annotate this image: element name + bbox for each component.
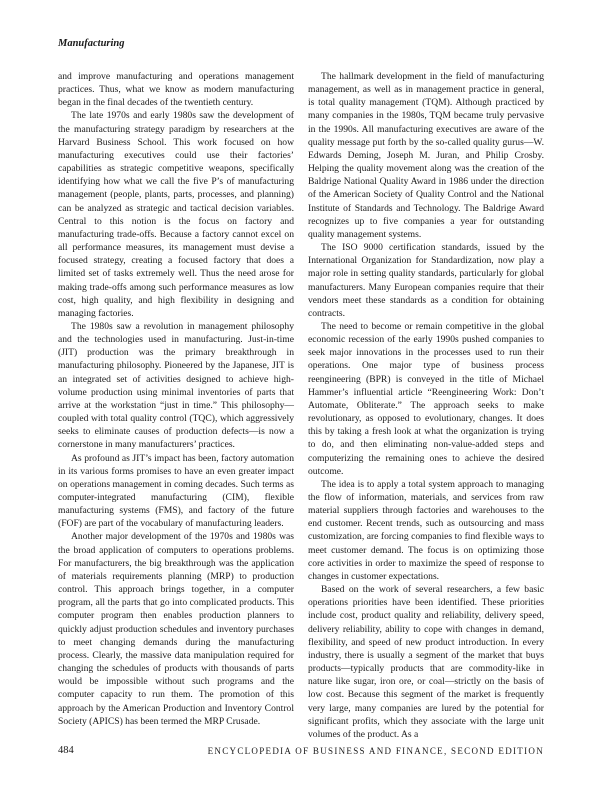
paragraph: The 1980s saw a revolution in management philosophy and the technologies used in manufacturing. Just-in-time (JIT) production was the primary breakthrough in manufacturing philosophy. Pioneered by the Japanese, JIT is an integrated set of activities designed to achieve high-volume production using minimal inventories of parts that arrive at the workstation “just in time.” This philosophy—coupled with total quality control (TQC), which aggressively seeks to eliminate causes of production defects—is now a cornerstone in many manufacturers’ practices. xyxy=(58,320,294,451)
paragraph: As profound as JIT’s impact has been, factory automation in its various forms promises to have an even greater impact on operations management in coming decades. Such terms as computer-integrated manufacturing (CIM), flexible manufacturing systems (FMS), and factory of the future (FOF) are part of the vocabulary of manufacturing leaders. xyxy=(58,452,294,530)
paragraph: The idea is to apply a total system approach to managing the flow of information, materials, and services from raw material suppliers through factories and warehouses to the end customer. Recent trends, such as outsourcing and mass customization, are forcing companies to find flexible ways to meet customer demand. The focus is on optimizing those core activities in order to maximize the speed of response to changes in customer expectations. xyxy=(308,478,544,582)
publication-title: ENCYCLOPEDIA OF BUSINESS AND FINANCE, SECOND EDITION xyxy=(207,746,544,756)
paragraph: The need to become or remain competitive in the global economic recession of the early 1990s pushed companies to seek major innovations in the processes used to run their operations. One major type of business process reengineering (BPR) is conveyed in the title of Michael Hammer’s influential article “Reengineering Work: Don’t Automate, Obliterate.” The approach seeks to make revolutionary, as opposed to evolutionary, changes. It does this by taking a fresh look at what the organization is trying to do, and then eliminating non-value-added steps and computerizing the remaining ones to achieve the desired outcome. xyxy=(308,320,544,477)
page-number: 484 xyxy=(58,745,74,756)
paragraph: Based on the work of several researchers, a few basic operations priorities have been identified. These priorities include cost, product quality and reliability, delivery speed, delivery reliability, ability to cope with changes in demand, flexibility, and speed of new product introduction. In every industry, there is usually a segment of the market that buys products—typically products that are commodity-like in nature like sugar, iron ore, or coal—strictly on the basis of low cost. Because this segment of the market is frequently very large, many companies are lured by the potential for significant profits, which they associate with the large unit volumes of the product. As a xyxy=(308,584,544,740)
paragraph: The hallmark development in the field of manufacturing management, as well as in management practice in general, is total quality management (TQM). Although practiced by many companies in the 1980s, TQM became truly pervasive in the 1990s. All manufacturing executives are aware of the quality message put forth by the so-called quality gurus—W. Edwards Deming, Joseph M. Juran, and Philip Crosby. Helping the quality movement along was the creation of the Baldrige National Quality Award in 1986 under the direction of the American Society of Quality Control and the National Institute of Standards and Technology. The Baldrige Award recognizes up to five companies a year for outstanding quality management systems. xyxy=(308,71,544,240)
running-head: Manufacturing xyxy=(58,38,125,49)
left-column xyxy=(58,70,294,728)
paragraph: Another major development of the 1970s and 1980s was the broad application of computers to operations problems. For manufacturers, the big breakthrough was the application of materials requirements planning (MRP) to production control. This approach brings together, in a computer program, all the parts that go into complicated products. This computer program then enables production planners to quickly adjust production schedules and inventory purchases to meet changing demands during the manufacturing process. Clearly, the massive data manipulation required for changing the schedules of products with thousands of parts would be impossible without such programs and the computer capacity to run them. The promotion of this approach by the American Production and Inventory Control Society (APICS) has been termed the MRP Crusade. xyxy=(58,531,294,727)
paragraph: The late 1970s and early 1980s saw the development of the manufacturing strategy paradigm by researchers at the Harvard Business School. This work focused on how manufacturing executives could use their factories’ capabilities as strategic competitive weapons, specifically identifying how what we call the five P’s of manufacturing management (people, plants, parts, processes, and planning) can be analyzed as strategic and tactical decision variables. Central to this notion is the focus on factory and manufacturing trade-offs. Because a factory cannot excel on all performance measures, its management must devise a focused strategy, creating a focused factory that does a limited set of tasks extremely well. Thus the need arose for making trade-offs among such performance measures as low cost, high quality, and high flexibility in designing and managing factories. xyxy=(58,110,294,319)
right-column xyxy=(308,70,544,741)
paragraph: The ISO 9000 certification standards, issued by the International Organization for Standardization, now play a major role in setting quality standards, particularly for global manufacturers. Many European companies require that their vendors meet these standards as a condition for obtaining contracts. xyxy=(308,242,544,319)
paragraph: and improve manufacturing and operations management practices. Thus, what we know as modern manufacturing began in the final decades of the twentieth century. xyxy=(58,71,294,109)
